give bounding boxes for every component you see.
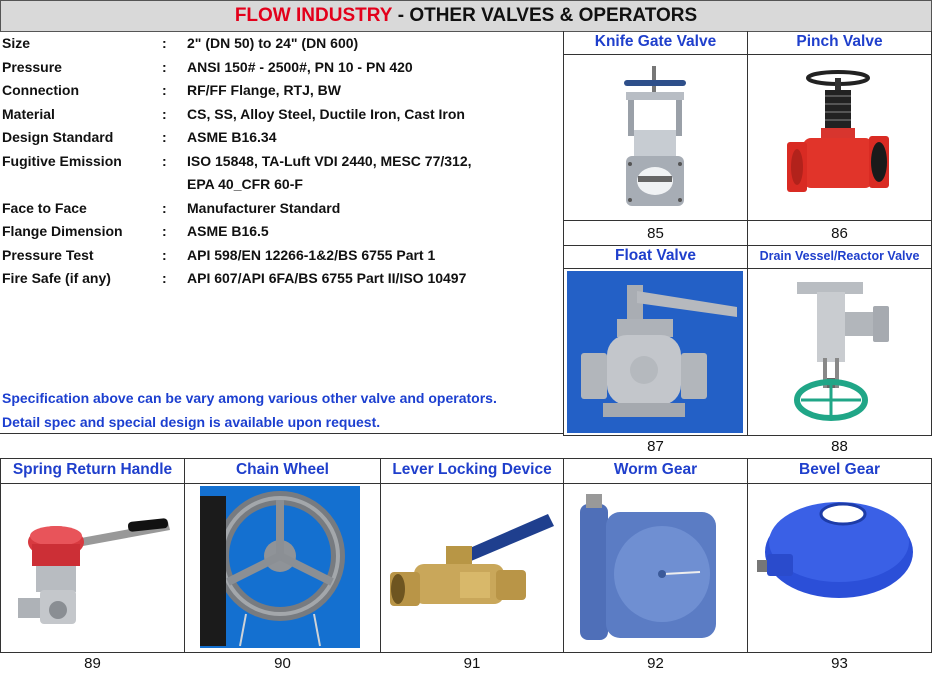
- spec-row-fugitive-emission: [2, 150, 557, 197]
- product-number: 90: [274, 655, 291, 672]
- divider: [0, 483, 932, 484]
- product-caption: Bevel Gear: [799, 461, 880, 478]
- spec-row-size: [2, 32, 557, 56]
- page-title: [0, 0, 932, 32]
- divider: [563, 435, 932, 436]
- worm-gear-icon: [572, 488, 722, 644]
- product-number: 89: [84, 655, 101, 672]
- spec-table: [2, 32, 557, 291]
- spec-label: Size: [2, 35, 31, 51]
- spec-colon: :: [162, 199, 167, 216]
- spec-colon: :: [162, 152, 167, 169]
- chain-wheel-icon: [200, 486, 360, 648]
- product-number: 87: [647, 438, 664, 455]
- spec-label: Pressure Test: [2, 246, 94, 263]
- product-caption: Knife Gate Valve: [594, 33, 717, 50]
- spec-label: Pressure: [2, 58, 62, 75]
- product-caption: Worm Gear: [613, 461, 698, 478]
- spec-colon: :: [162, 82, 167, 98]
- divider: [563, 245, 932, 246]
- spec-colon: :: [162, 129, 167, 145]
- spec-value: Manufacturer Standard: [187, 199, 341, 216]
- brand-name: FLOW INDUSTRY: [234, 5, 393, 26]
- divider: [0, 458, 1, 653]
- divider: [563, 458, 564, 653]
- product-caption: Lever Locking Device: [392, 461, 552, 478]
- spec-value: API 598/EN 12266-1&2/BS 6755 Part 1: [187, 246, 436, 263]
- spec-colon: :: [162, 35, 167, 51]
- spec-note: Specification above can be vary among various other valve and operators.: [2, 390, 497, 406]
- spec-value: ANSI 150# - 2500#, PN 10 - PN 420: [187, 58, 413, 75]
- spec-value: ISO 15848, TA-Luft VDI 2440, MESC 77/312, EPA 40_CFR 60-F: [187, 152, 472, 192]
- product-number: 85: [647, 225, 664, 242]
- bevel-gear-icon: [757, 492, 917, 608]
- knife-gate-valve-icon: [610, 60, 700, 218]
- spec-label: Material: [2, 105, 55, 122]
- spec-row-material: [2, 103, 557, 127]
- spec-value: CS, SS, Alloy Steel, Ductile Iron, Cast Iron: [187, 105, 465, 122]
- product-number: 91: [463, 655, 481, 672]
- title-rest: - OTHER VALVES & OPERATORS: [392, 5, 698, 26]
- spec-value: ASME B16.34: [187, 129, 277, 145]
- spec-colon: :: [162, 105, 167, 122]
- float-valve-icon: [567, 271, 743, 433]
- spec-note: Detail spec and special design is available upon request.: [2, 414, 381, 430]
- divider: [0, 652, 932, 653]
- spec-row-design-standard: [2, 126, 557, 150]
- divider: [563, 220, 932, 221]
- spec-colon: :: [162, 58, 167, 75]
- spec-label: Design Standard: [2, 129, 114, 145]
- spec-label: Fugitive Emission: [2, 152, 122, 169]
- spec-colon: :: [162, 223, 167, 239]
- lever-locking-device-icon: [386, 506, 556, 628]
- divider: [0, 433, 563, 434]
- spec-label: Connection: [2, 82, 79, 98]
- divider: [563, 54, 932, 55]
- spec-row-pressure-test: [2, 244, 557, 268]
- product-number: 88: [831, 438, 848, 455]
- spec-row-connection: [2, 79, 557, 103]
- spec-row-pressure: [2, 56, 557, 80]
- divider: [563, 268, 932, 269]
- spec-label: Fire Safe (if any): [2, 270, 111, 286]
- product-number: 93: [831, 655, 848, 672]
- spec-row-flange-dimension: [2, 220, 557, 244]
- spring-return-handle-icon: [10, 514, 175, 634]
- divider: [0, 458, 932, 459]
- divider: [380, 458, 381, 653]
- spec-row-face-to-face: [2, 197, 557, 221]
- product-caption: Pinch Valve: [796, 33, 883, 50]
- spec-label: Face to Face: [2, 199, 87, 216]
- pinch-valve-icon: [783, 66, 893, 206]
- drain-vessel-reactor-valve-icon: [793, 278, 893, 424]
- spec-label: Flange Dimension: [2, 223, 123, 239]
- spec-value: API 607/API 6FA/BS 6755 Part II/ISO 10497: [187, 270, 467, 286]
- spec-value: 2" (DN 50) to 24" (DN 600): [187, 35, 359, 51]
- divider: [184, 458, 185, 653]
- product-caption: Float Valve: [615, 247, 696, 264]
- spec-colon: :: [162, 270, 167, 286]
- product-caption: Spring Return Handle: [12, 461, 173, 478]
- product-caption: Chain Wheel: [235, 461, 329, 478]
- product-number: 86: [831, 225, 848, 242]
- spec-value: ASME B16.5: [187, 223, 269, 239]
- spec-value: RF/FF Flange, RTJ, BW: [187, 82, 341, 98]
- product-caption: Drain Vessel/Reactor Valve: [759, 249, 920, 263]
- product-number: 92: [647, 655, 664, 672]
- spec-row-fire-safe: [2, 267, 557, 291]
- spec-colon: :: [162, 246, 167, 263]
- divider: [747, 458, 748, 653]
